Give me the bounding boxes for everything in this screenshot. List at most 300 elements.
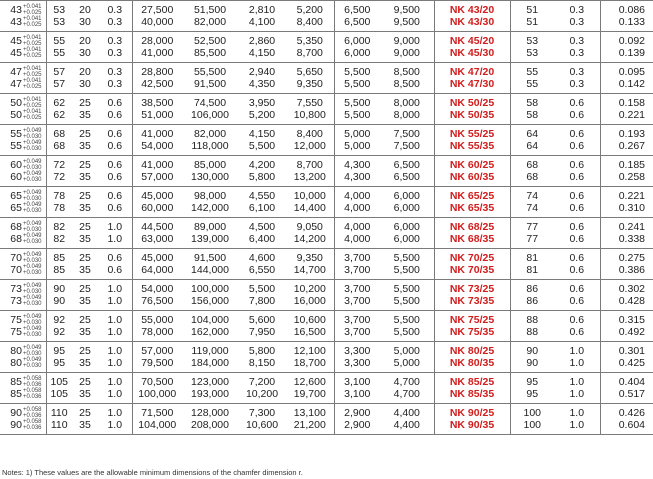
static-load-n-cell: 52,500 [182, 32, 238, 48]
table-notes: Notes: 1) These values are the allowable minimum dimensions of the chamfer dimension r. [2, 468, 303, 477]
fw-cell: 81 [526, 263, 539, 276]
dynamic-load-n-cell: 51,000 [141, 108, 174, 121]
bore-value: 68 [10, 232, 22, 245]
tolerance-lower: +0.030 [22, 301, 42, 307]
oil-speed-cell: 6,000 [380, 218, 434, 234]
grease-speed-cell: 4,000 [334, 187, 380, 203]
dynamic-load-kgf-cell: 5,800 [248, 170, 276, 183]
bore-diameter-cell [0, 326, 46, 342]
table-row [0, 202, 653, 218]
outer-diameter-cell: 53 [46, 1, 72, 17]
bore-value: 90 [10, 418, 22, 431]
static-load-n-cell: 74,500 [182, 94, 238, 110]
outer-diameter-cell: 95 [53, 356, 66, 369]
table-row [0, 373, 653, 389]
width-cell: 20 [72, 63, 98, 79]
designation-cell: NK 50/35 [434, 109, 510, 125]
bore-diameter-cell [0, 311, 46, 327]
bore-value: 75 [10, 325, 22, 338]
designation-cell: NK 45/20 [434, 32, 510, 48]
width-cell: 35 [79, 263, 91, 276]
bore-diameter-cell [0, 140, 46, 156]
width-cell: 35 [79, 294, 91, 307]
designation-cell: NK 85/35 [434, 388, 510, 404]
tolerance-lower: +0.025 [22, 10, 42, 16]
mass-cell: 0.338 [618, 232, 645, 245]
width-cell: 35 [79, 201, 91, 214]
table-row [0, 419, 653, 435]
outer-diameter-cell: 57 [53, 77, 66, 90]
width-cell: 25 [72, 249, 98, 265]
dynamic-load-kgf-cell: 6,550 [248, 263, 276, 276]
width-cell: 35 [79, 139, 91, 152]
tolerance-lower: +0.030 [22, 363, 42, 369]
dynamic-load-kgf-cell: 5,200 [248, 108, 276, 121]
static-load-n-cell: 85,000 [182, 156, 238, 172]
designation-cell: NK 55/35 [434, 140, 510, 156]
bore-diameter-cell [0, 249, 46, 265]
outer-diameter-cell: 78 [46, 187, 72, 203]
rs-min-cell: 0.3 [554, 78, 600, 94]
bore-value: 68 [10, 220, 22, 233]
oil-speed-cell: 6,000 [380, 187, 434, 203]
outer-diameter-cell: 55 [46, 32, 72, 48]
static-load-kgf-cell: 13,100 [286, 404, 334, 420]
static-load-kgf-cell: 8,700 [286, 47, 334, 63]
table-row [0, 326, 653, 342]
dynamic-load-n-cell: 45,000 [132, 249, 182, 265]
outer-diameter-cell: 85 [46, 249, 72, 265]
oil-speed-cell: 6,500 [380, 156, 434, 172]
width-cell: 25 [72, 156, 98, 172]
chamfer-cell: 1.0 [98, 280, 132, 296]
grease-speed-cell: 6,500 [344, 15, 371, 28]
dynamic-load-kgf-cell: 5,500 [238, 280, 286, 296]
fw-cell: 74 [526, 201, 539, 214]
dynamic-load-kgf-cell: 7,950 [248, 325, 276, 338]
chamfer-cell: 0.6 [98, 171, 132, 187]
width-cell: 35 [79, 232, 91, 245]
tolerance [23, 109, 42, 121]
dynamic-load-kgf-cell: 7,800 [248, 294, 276, 307]
chamfer-cell: 0.6 [98, 264, 132, 280]
bore-value: 70 [10, 263, 22, 276]
designation-cell: NK 85/25 [434, 373, 510, 389]
width-cell: 30 [79, 15, 91, 28]
static-load-n-cell: 98,000 [182, 187, 238, 203]
tolerance-upper: +0.041 [22, 35, 42, 41]
bore-value: 75 [10, 313, 22, 326]
oil-speed-cell: 6,000 [380, 233, 434, 249]
designation-cell: NK 90/25 [434, 404, 510, 420]
grease-speed-cell: 3,300 [334, 342, 380, 358]
grease-speed-cell: 3,100 [334, 373, 380, 389]
tolerance-upper: +0.058 [22, 388, 42, 394]
tolerance [23, 283, 42, 295]
designation-cell: NK 45/30 [434, 47, 510, 63]
grease-speed-cell: 4,000 [344, 201, 371, 214]
static-load-n-cell: 130,000 [191, 170, 229, 183]
bore-value: 65 [10, 189, 22, 202]
static-load-kgf-cell: 8,400 [286, 125, 334, 141]
oil-speed-cell: 9,500 [380, 16, 434, 32]
dynamic-load-kgf-cell: 6,400 [248, 232, 276, 245]
outer-diameter-cell: 72 [53, 170, 66, 183]
table-row [0, 342, 653, 358]
rs-min-cell: 0.3 [554, 1, 600, 17]
chamfer-cell: 0.6 [98, 156, 132, 172]
tolerance [23, 35, 42, 47]
fw-cell: 53 [510, 32, 554, 48]
oil-speed-cell: 4,400 [380, 404, 434, 420]
bore-diameter-cell [0, 171, 46, 187]
dynamic-load-n-cell: 54,000 [141, 139, 174, 152]
rs-min-cell: 0.6 [554, 187, 600, 203]
grease-speed-cell: 6,500 [334, 1, 380, 17]
tolerance [23, 16, 42, 28]
designation-cell: NK 43/30 [434, 16, 510, 32]
rs-min-cell: 0.6 [554, 295, 600, 311]
grease-speed-cell: 4,000 [344, 232, 371, 245]
grease-speed-cell: 3,100 [344, 387, 371, 400]
tolerance [23, 97, 42, 109]
mass-cell: 0.142 [618, 77, 645, 90]
oil-speed-cell: 5,500 [380, 311, 434, 327]
static-load-n-cell: 104,000 [182, 311, 238, 327]
tolerance-lower: +0.030 [22, 332, 42, 338]
dynamic-load-n-cell: 78,000 [141, 325, 174, 338]
tolerance [23, 233, 42, 245]
tolerance [23, 66, 42, 78]
table-row [0, 109, 653, 125]
mass-cell: 0.086 [600, 1, 653, 17]
static-load-n-cell: 85,500 [193, 46, 227, 59]
mass-cell: 0.095 [600, 63, 653, 79]
static-load-kgf-cell: 9,350 [286, 249, 334, 265]
outer-diameter-cell: 92 [53, 325, 66, 338]
dynamic-load-kgf-cell: 2,860 [238, 32, 286, 48]
grease-speed-cell: 3,700 [344, 294, 371, 307]
mass-cell: 0.275 [600, 249, 653, 265]
rs-min-cell: 0.6 [554, 311, 600, 327]
mass-cell: 0.221 [600, 187, 653, 203]
fw-cell: 51 [510, 1, 554, 17]
tolerance-lower: +0.025 [22, 53, 42, 59]
tolerance-upper: +0.049 [22, 171, 42, 177]
static-load-kgf-cell: 10,000 [286, 187, 334, 203]
tolerance-lower: +0.025 [22, 72, 42, 78]
dynamic-load-n-cell: 104,000 [132, 419, 182, 435]
tolerance-lower: +0.036 [22, 382, 42, 388]
grease-speed-cell: 4,300 [344, 170, 371, 183]
width-cell: 35 [79, 387, 91, 400]
table-row [0, 264, 653, 280]
fw-cell: 58 [510, 94, 554, 110]
fw-cell: 51 [526, 15, 539, 28]
bore-value: 73 [10, 294, 22, 307]
grease-speed-cell: 2,900 [334, 419, 380, 435]
chamfer-cell: 1.0 [98, 311, 132, 327]
tolerance-lower: +0.030 [22, 270, 42, 276]
chamfer-cell: 0.6 [98, 187, 132, 203]
grease-speed-cell: 5,500 [344, 108, 371, 121]
tolerance [23, 4, 42, 16]
chamfer-cell: 1.0 [98, 233, 132, 249]
static-load-n-cell: 123,000 [182, 373, 238, 389]
bore-value: 43 [10, 3, 22, 16]
dynamic-load-n-cell: 41,000 [132, 125, 182, 141]
oil-speed-cell: 7,500 [380, 140, 434, 156]
static-load-n-cell: 208,000 [182, 419, 238, 435]
designation-cell: NK 65/25 [434, 187, 510, 203]
tolerance-lower: +0.030 [22, 208, 42, 214]
oil-speed-cell: 4,700 [380, 373, 434, 389]
tolerance-upper: +0.041 [22, 4, 42, 10]
oil-speed-cell: 6,000 [380, 202, 434, 218]
static-load-kgf-cell: 7,550 [286, 94, 334, 110]
designation-cell: NK 55/25 [434, 125, 510, 141]
width-cell: 20 [72, 32, 98, 48]
tolerance-lower: +0.025 [22, 41, 42, 47]
grease-speed-cell: 3,700 [344, 263, 371, 276]
bore-value: 50 [10, 96, 22, 109]
mass-cell: 0.386 [618, 263, 645, 276]
rs-min-cell: 0.6 [554, 171, 600, 187]
tolerance [23, 264, 42, 276]
dynamic-load-kgf-cell: 4,550 [238, 187, 286, 203]
tolerance [23, 419, 42, 431]
width-cell: 25 [72, 218, 98, 234]
tolerance-lower: +0.025 [22, 22, 42, 28]
chamfer-cell: 0.6 [98, 140, 132, 156]
dynamic-load-kgf-cell: 7,300 [238, 404, 286, 420]
bore-value: 70 [10, 251, 22, 264]
bore-diameter-cell [0, 218, 46, 234]
width-cell: 35 [79, 325, 91, 338]
bore-diameter-cell [0, 187, 46, 203]
designation-cell: NK 70/25 [434, 249, 510, 265]
tolerance [23, 78, 42, 90]
static-load-n-cell: 184,000 [191, 356, 229, 369]
designation-cell: NK 68/25 [434, 218, 510, 234]
outer-diameter-cell: 78 [53, 201, 66, 214]
rs-min-cell: 1.0 [554, 419, 600, 435]
dynamic-load-n-cell: 40,000 [141, 15, 174, 28]
outer-diameter-cell: 62 [53, 108, 66, 121]
static-load-kgf-cell: 10,600 [286, 311, 334, 327]
width-cell: 25 [72, 125, 98, 141]
oil-speed-cell: 5,500 [380, 295, 434, 311]
rs-min-cell: 0.6 [554, 109, 600, 125]
fw-cell: 90 [510, 342, 554, 358]
dynamic-load-n-cell: 55,000 [132, 311, 182, 327]
width-cell: 25 [72, 280, 98, 296]
tolerance-upper: +0.049 [22, 233, 42, 239]
tolerance [23, 295, 42, 307]
bore-value: 47 [10, 65, 22, 78]
rs-min-cell: 1.0 [554, 357, 600, 373]
chamfer-cell: 1.0 [98, 218, 132, 234]
designation-cell: NK 80/35 [434, 357, 510, 373]
bore-value: 55 [10, 127, 22, 140]
static-load-kgf-cell: 5,200 [286, 1, 334, 17]
tolerance-lower: +0.030 [22, 289, 42, 295]
dynamic-load-kgf-cell: 4,100 [248, 15, 276, 28]
outer-diameter-cell: 72 [46, 156, 72, 172]
static-load-kgf-cell: 18,700 [286, 357, 334, 373]
bore-value: 80 [10, 356, 22, 369]
tolerance [23, 47, 42, 59]
static-load-kgf-cell: 9,050 [286, 218, 334, 234]
dynamic-load-kgf-cell: 5,600 [238, 311, 286, 327]
oil-speed-cell: 5,000 [380, 357, 434, 373]
chamfer-cell: 0.3 [98, 63, 132, 79]
dynamic-load-n-cell: 38,500 [132, 94, 182, 110]
table-row [0, 218, 653, 234]
rs-min-cell: 1.0 [554, 342, 600, 358]
designation-cell: NK 47/20 [434, 63, 510, 79]
bore-diameter-cell [0, 109, 46, 125]
width-cell: 35 [79, 170, 91, 183]
table-row [0, 249, 653, 265]
bore-value: 43 [10, 15, 22, 28]
designation-cell: NK 90/35 [434, 419, 510, 435]
grease-speed-cell: 5,000 [344, 139, 371, 152]
static-load-n-cell: 91,500 [182, 249, 238, 265]
tolerance [23, 202, 42, 214]
width-cell: 30 [79, 77, 91, 90]
bore-diameter-cell [0, 419, 46, 435]
oil-speed-cell: 4,700 [380, 388, 434, 404]
oil-speed-cell: 9,500 [380, 1, 434, 17]
fw-cell: 86 [526, 294, 539, 307]
bore-diameter-cell [0, 264, 46, 280]
dynamic-load-kgf-cell: 4,150 [238, 125, 286, 141]
oil-speed-cell: 9,000 [380, 47, 434, 63]
dynamic-load-n-cell: 45,000 [132, 187, 182, 203]
table-row [0, 63, 653, 79]
table-row [0, 404, 653, 420]
tolerance-lower: +0.030 [22, 134, 42, 140]
table-row [0, 311, 653, 327]
dynamic-load-n-cell: 27,500 [132, 1, 182, 17]
bore-value: 60 [10, 170, 22, 183]
tolerance-lower: +0.036 [22, 425, 42, 431]
mass-cell: 0.517 [618, 387, 645, 400]
rs-min-cell: 0.6 [554, 125, 600, 141]
dynamic-load-kgf-cell: 4,200 [238, 156, 286, 172]
static-load-kgf-cell: 12,100 [286, 342, 334, 358]
dynamic-load-kgf-cell: 10,600 [238, 419, 286, 435]
dynamic-load-n-cell: 41,000 [132, 156, 182, 172]
width-cell: 25 [72, 404, 98, 420]
outer-diameter-cell: 105 [46, 373, 72, 389]
chamfer-cell: 0.3 [98, 32, 132, 48]
dynamic-load-kgf-cell: 2,940 [238, 63, 286, 79]
tolerance [23, 140, 42, 152]
dynamic-load-n-cell: 54,000 [132, 280, 182, 296]
tolerance-upper: +0.049 [22, 190, 42, 196]
fw-cell: 90 [526, 356, 539, 369]
chamfer-cell: 1.0 [98, 388, 132, 404]
oil-speed-cell: 8,000 [380, 109, 434, 125]
designation-cell: NK 47/30 [434, 78, 510, 94]
tolerance-lower: +0.030 [22, 177, 42, 183]
outer-diameter-cell: 85 [53, 263, 66, 276]
fw-cell: 86 [510, 280, 554, 296]
oil-speed-cell: 6,500 [380, 171, 434, 187]
static-load-kgf-cell: 5,650 [286, 63, 334, 79]
bore-diameter-cell [0, 32, 46, 48]
dynamic-load-n-cell: 79,500 [141, 356, 174, 369]
rs-min-cell: 1.0 [554, 373, 600, 389]
tolerance-lower: +0.025 [22, 84, 42, 90]
mass-cell: 0.404 [600, 373, 653, 389]
static-load-n-cell: 89,000 [182, 218, 238, 234]
dynamic-load-kgf-cell: 6,100 [248, 201, 276, 214]
mass-cell: 0.221 [618, 108, 645, 121]
dynamic-load-kgf-cell: 4,150 [248, 46, 276, 59]
bore-diameter-cell [0, 94, 46, 110]
designation-cell: NK 70/35 [434, 264, 510, 280]
oil-speed-cell: 5,500 [380, 249, 434, 265]
rs-min-cell: 0.3 [554, 16, 600, 32]
chamfer-cell: 1.0 [98, 404, 132, 420]
static-load-n-cell: 55,500 [182, 63, 238, 79]
grease-speed-cell: 3,300 [344, 356, 371, 369]
oil-speed-cell: 5,500 [380, 264, 434, 280]
outer-diameter-cell: 57 [46, 63, 72, 79]
dynamic-load-kgf-cell: 3,950 [238, 94, 286, 110]
tolerance [23, 190, 42, 202]
chamfer-cell: 0.3 [98, 78, 132, 94]
outer-diameter-cell: 62 [46, 94, 72, 110]
tolerance [23, 407, 42, 419]
bore-diameter-cell [0, 357, 46, 373]
static-load-kgf-cell: 10,800 [286, 109, 334, 125]
mass-cell: 0.302 [600, 280, 653, 296]
chamfer-cell: 1.0 [98, 373, 132, 389]
mass-cell: 0.426 [600, 404, 653, 420]
chamfer-cell: 0.3 [98, 47, 132, 63]
mass-cell: 0.315 [600, 311, 653, 327]
rs-min-cell: 0.6 [554, 140, 600, 156]
outer-diameter-cell: 105 [50, 387, 69, 400]
static-load-n-cell: 106,000 [191, 108, 229, 121]
dynamic-load-kgf-cell: 10,200 [245, 387, 279, 400]
tolerance-lower: +0.036 [22, 394, 42, 400]
table-row [0, 94, 653, 110]
grease-speed-cell: 4,300 [334, 156, 380, 172]
oil-speed-cell: 8,000 [380, 94, 434, 110]
tolerance [23, 376, 42, 388]
static-load-kgf-cell: 9,350 [286, 78, 334, 94]
oil-speed-cell: 8,500 [380, 78, 434, 94]
chamfer-cell: 1.0 [98, 357, 132, 373]
grease-speed-cell: 2,900 [334, 404, 380, 420]
tolerance [23, 314, 42, 326]
rs-min-cell: 0.6 [554, 233, 600, 249]
bore-value: 45 [10, 46, 22, 59]
tolerance-lower: +0.030 [22, 239, 42, 245]
mass-cell: 0.185 [600, 156, 653, 172]
table-row [0, 32, 653, 48]
bore-value: 60 [10, 158, 22, 171]
rs-min-cell: 0.6 [554, 94, 600, 110]
designation-cell: NK 60/25 [434, 156, 510, 172]
tolerance [23, 171, 42, 183]
bore-diameter-cell [0, 78, 46, 94]
